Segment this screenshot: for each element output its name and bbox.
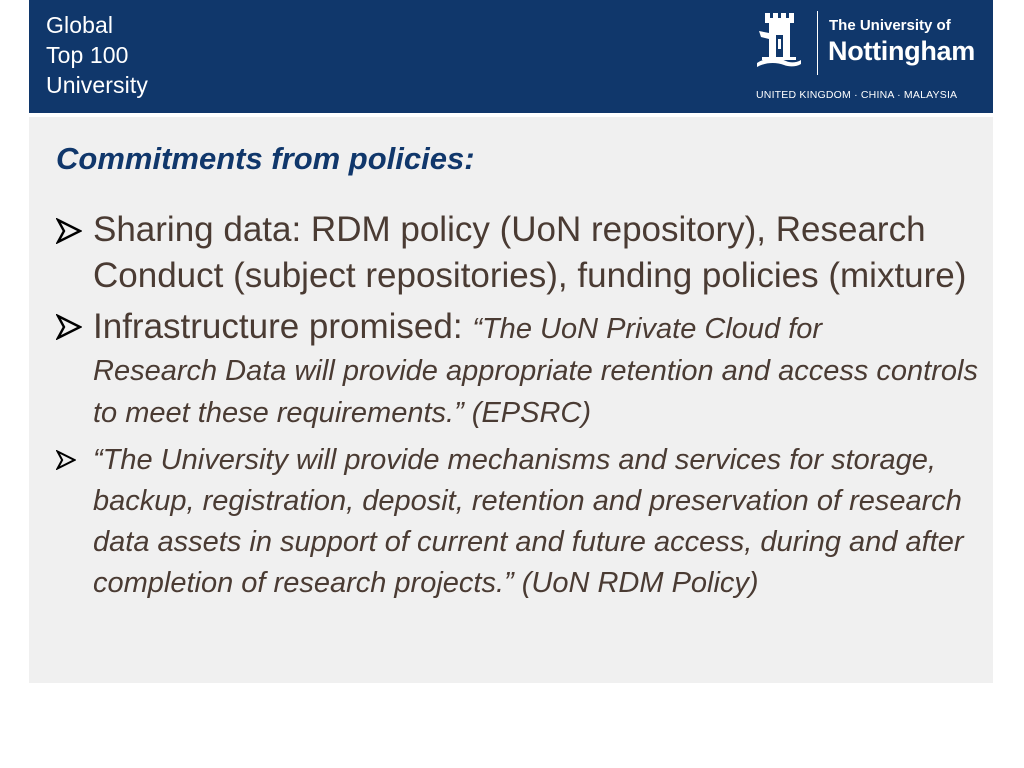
slide-title: Commitments from policies: [56,141,475,176]
header-banner [29,0,993,113]
arrow-bullet-icon [56,218,82,244]
logo-the-university-of: The University of [829,17,951,34]
tagline-line-2: Top 100 [46,42,129,68]
tagline-line-3: University [46,72,148,98]
logo-campuses: UNITED KINGDOM · CHINA · MALAYSIA [756,89,958,101]
bullet-item-university-policy [56,440,986,604]
bullet-list [56,207,986,604]
tagline-line-1: Global [46,12,114,38]
global-top-100-tagline [46,10,148,100]
logo-nottingham: Nottingham [828,36,975,66]
bullet-item-sharing-data [56,207,986,299]
university-crest-icon [756,11,802,73]
logo-divider [817,11,818,75]
bullet-quote-rest: Research Data will provide appropriate retention and access controls to meet these requirements.” (EPSRC) [93,355,978,429]
bullet-quote-start: “The UoN Private Cloud for [472,313,823,345]
arrow-bullet-icon [56,450,76,470]
bullet-lead: Infrastructure promised: [93,307,473,346]
arrow-bullet-icon [56,314,82,340]
university-logo [756,8,986,108]
bullet-text: “The University will provide mechanisms and services for storage, backup, registration, deposit, retention and preservation of research data assets in support of current and future access, during and after completion of research projects.” (UoN RDM Policy) [93,444,964,599]
bullet-text: Sharing data: RDM policy (UoN repository), Research Conduct (subject repositories), funding policies (mixture) [93,210,967,295]
bullet-item-infrastructure [56,306,986,434]
